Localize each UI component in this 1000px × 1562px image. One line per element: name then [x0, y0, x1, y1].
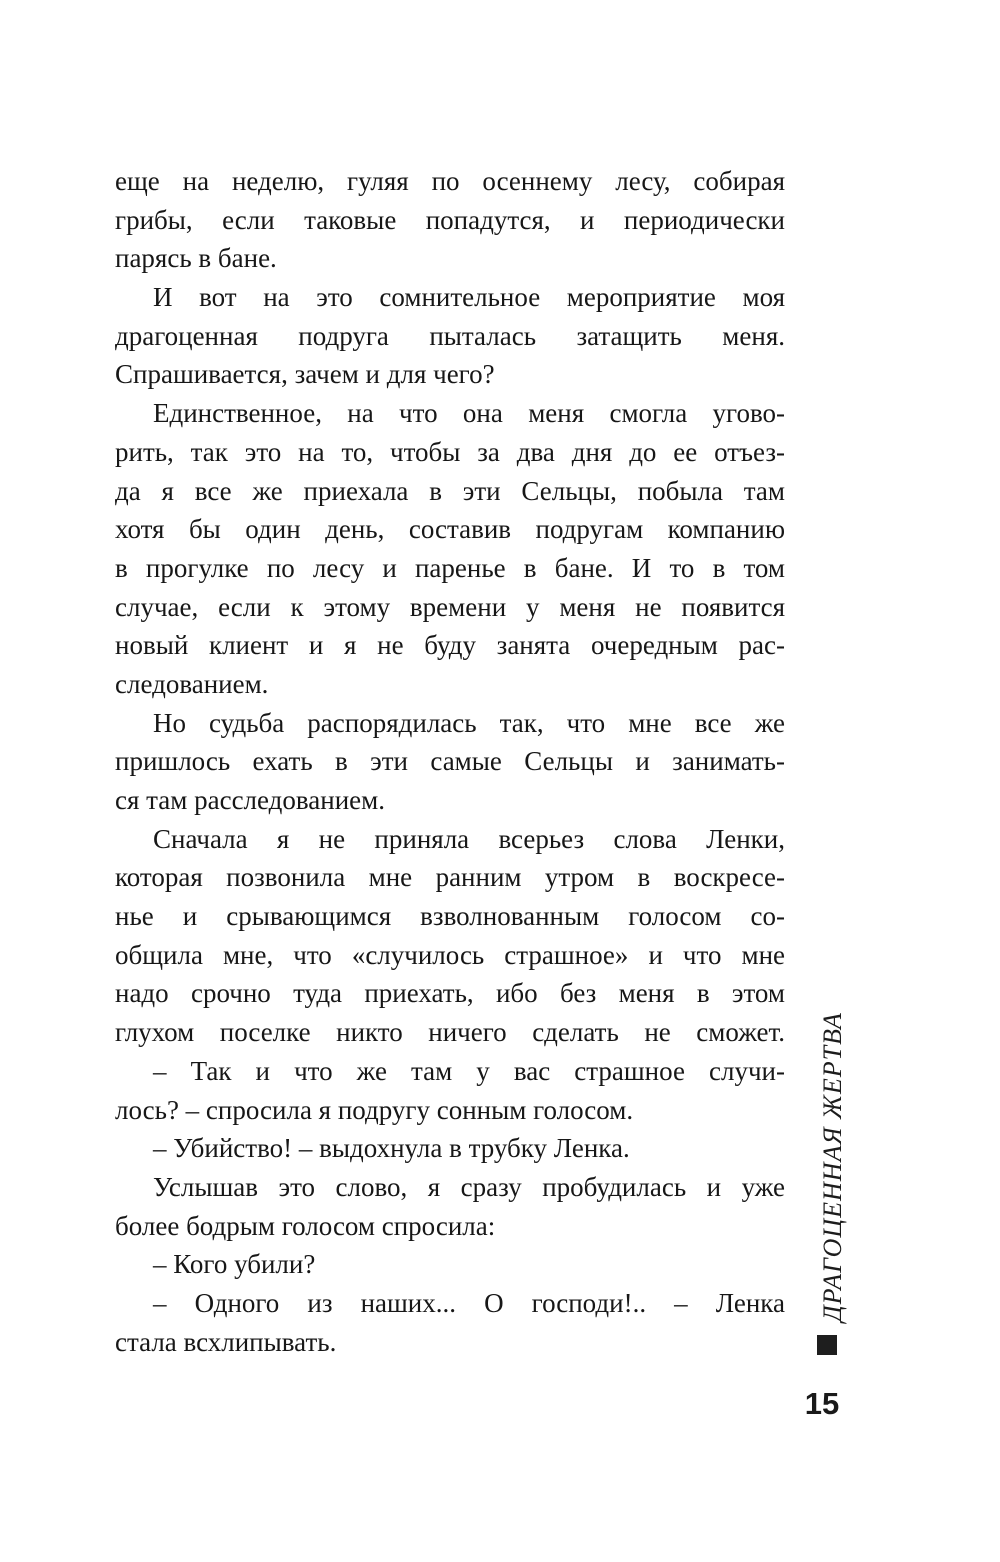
text-line: Сначала я не приняла всерьез слова Ленки,	[153, 823, 785, 854]
text-line: – Так и что же там у вас страшное случи-	[153, 1055, 785, 1086]
text-line: глухом поселке никто ничего сделать не сможет.	[115, 1017, 785, 1048]
text-line: лось? – спросила я подругу сонным голосом.	[115, 1094, 634, 1125]
text-line: пришлось ехать в эти самые Сельцы и занимать-	[115, 746, 785, 777]
text-line: еще на неделю, гуляя по осеннему лесу, собирая	[115, 166, 785, 196]
text-line: более бодрым голосом спросила:	[115, 1210, 496, 1241]
text-line: – Кого убили?	[153, 1249, 316, 1280]
text-line: стала всхлипывать.	[115, 1326, 337, 1357]
text-line: Но судьба распорядилась так, что мне все же	[153, 707, 785, 738]
text-line: драгоценная подруга пыталась затащить меня.	[115, 320, 785, 351]
text-line: надо срочно туда приехать, ибо без меня в этом	[115, 978, 785, 1009]
section-marker-square	[817, 1335, 837, 1355]
text-line: Спрашивается, зачем и для чего?	[115, 359, 495, 390]
text-line: Услышав это слово, я сразу пробудилась и уже	[153, 1171, 785, 1202]
text-line: грибы, если таковые попадутся, и периодически	[115, 204, 785, 235]
text-line: парясь в бане.	[115, 243, 277, 274]
text-line: новый клиент и я не буду занята очередным рас-	[115, 630, 785, 661]
text-line: которая позвонила мне ранним утром в воскресе-	[115, 862, 785, 893]
text-line: да я все же приехала в эти Сельцы, побыла там	[115, 475, 785, 506]
text-line: рить, так это на то, чтобы за два дня до ее отъез-	[115, 436, 785, 467]
text-line: хотя бы один день, составив подругам компанию	[115, 514, 785, 545]
text-line: нье и срывающимся взволнованным голосом со-	[115, 901, 785, 932]
text-line: – Одного из наших... О господи!.. – Ленка	[153, 1287, 785, 1318]
body-text	[115, 162, 785, 1361]
text-line: – Убийство! – выдохнула в трубку Ленка.	[153, 1133, 630, 1164]
vertical-running-title: ДРАГОЦЕННАЯ ЖЕРТВА	[818, 1012, 847, 1322]
page-number: 15	[804, 1386, 840, 1421]
text-line: в прогулке по лесу и паренье в бане. И то в том	[115, 552, 785, 583]
text-line: случае, если к этому времени у меня не появится	[115, 591, 785, 622]
text-line: И вот на это сомнительное мероприятие моя	[153, 282, 785, 313]
text-line: Единственное, на что она меня смогла угово-	[153, 398, 785, 429]
text-line: следованием.	[115, 668, 269, 699]
text-line: общила мне, что «случилось страшное» и что мне	[115, 939, 785, 970]
text-line: ся там расследованием.	[115, 785, 385, 815]
